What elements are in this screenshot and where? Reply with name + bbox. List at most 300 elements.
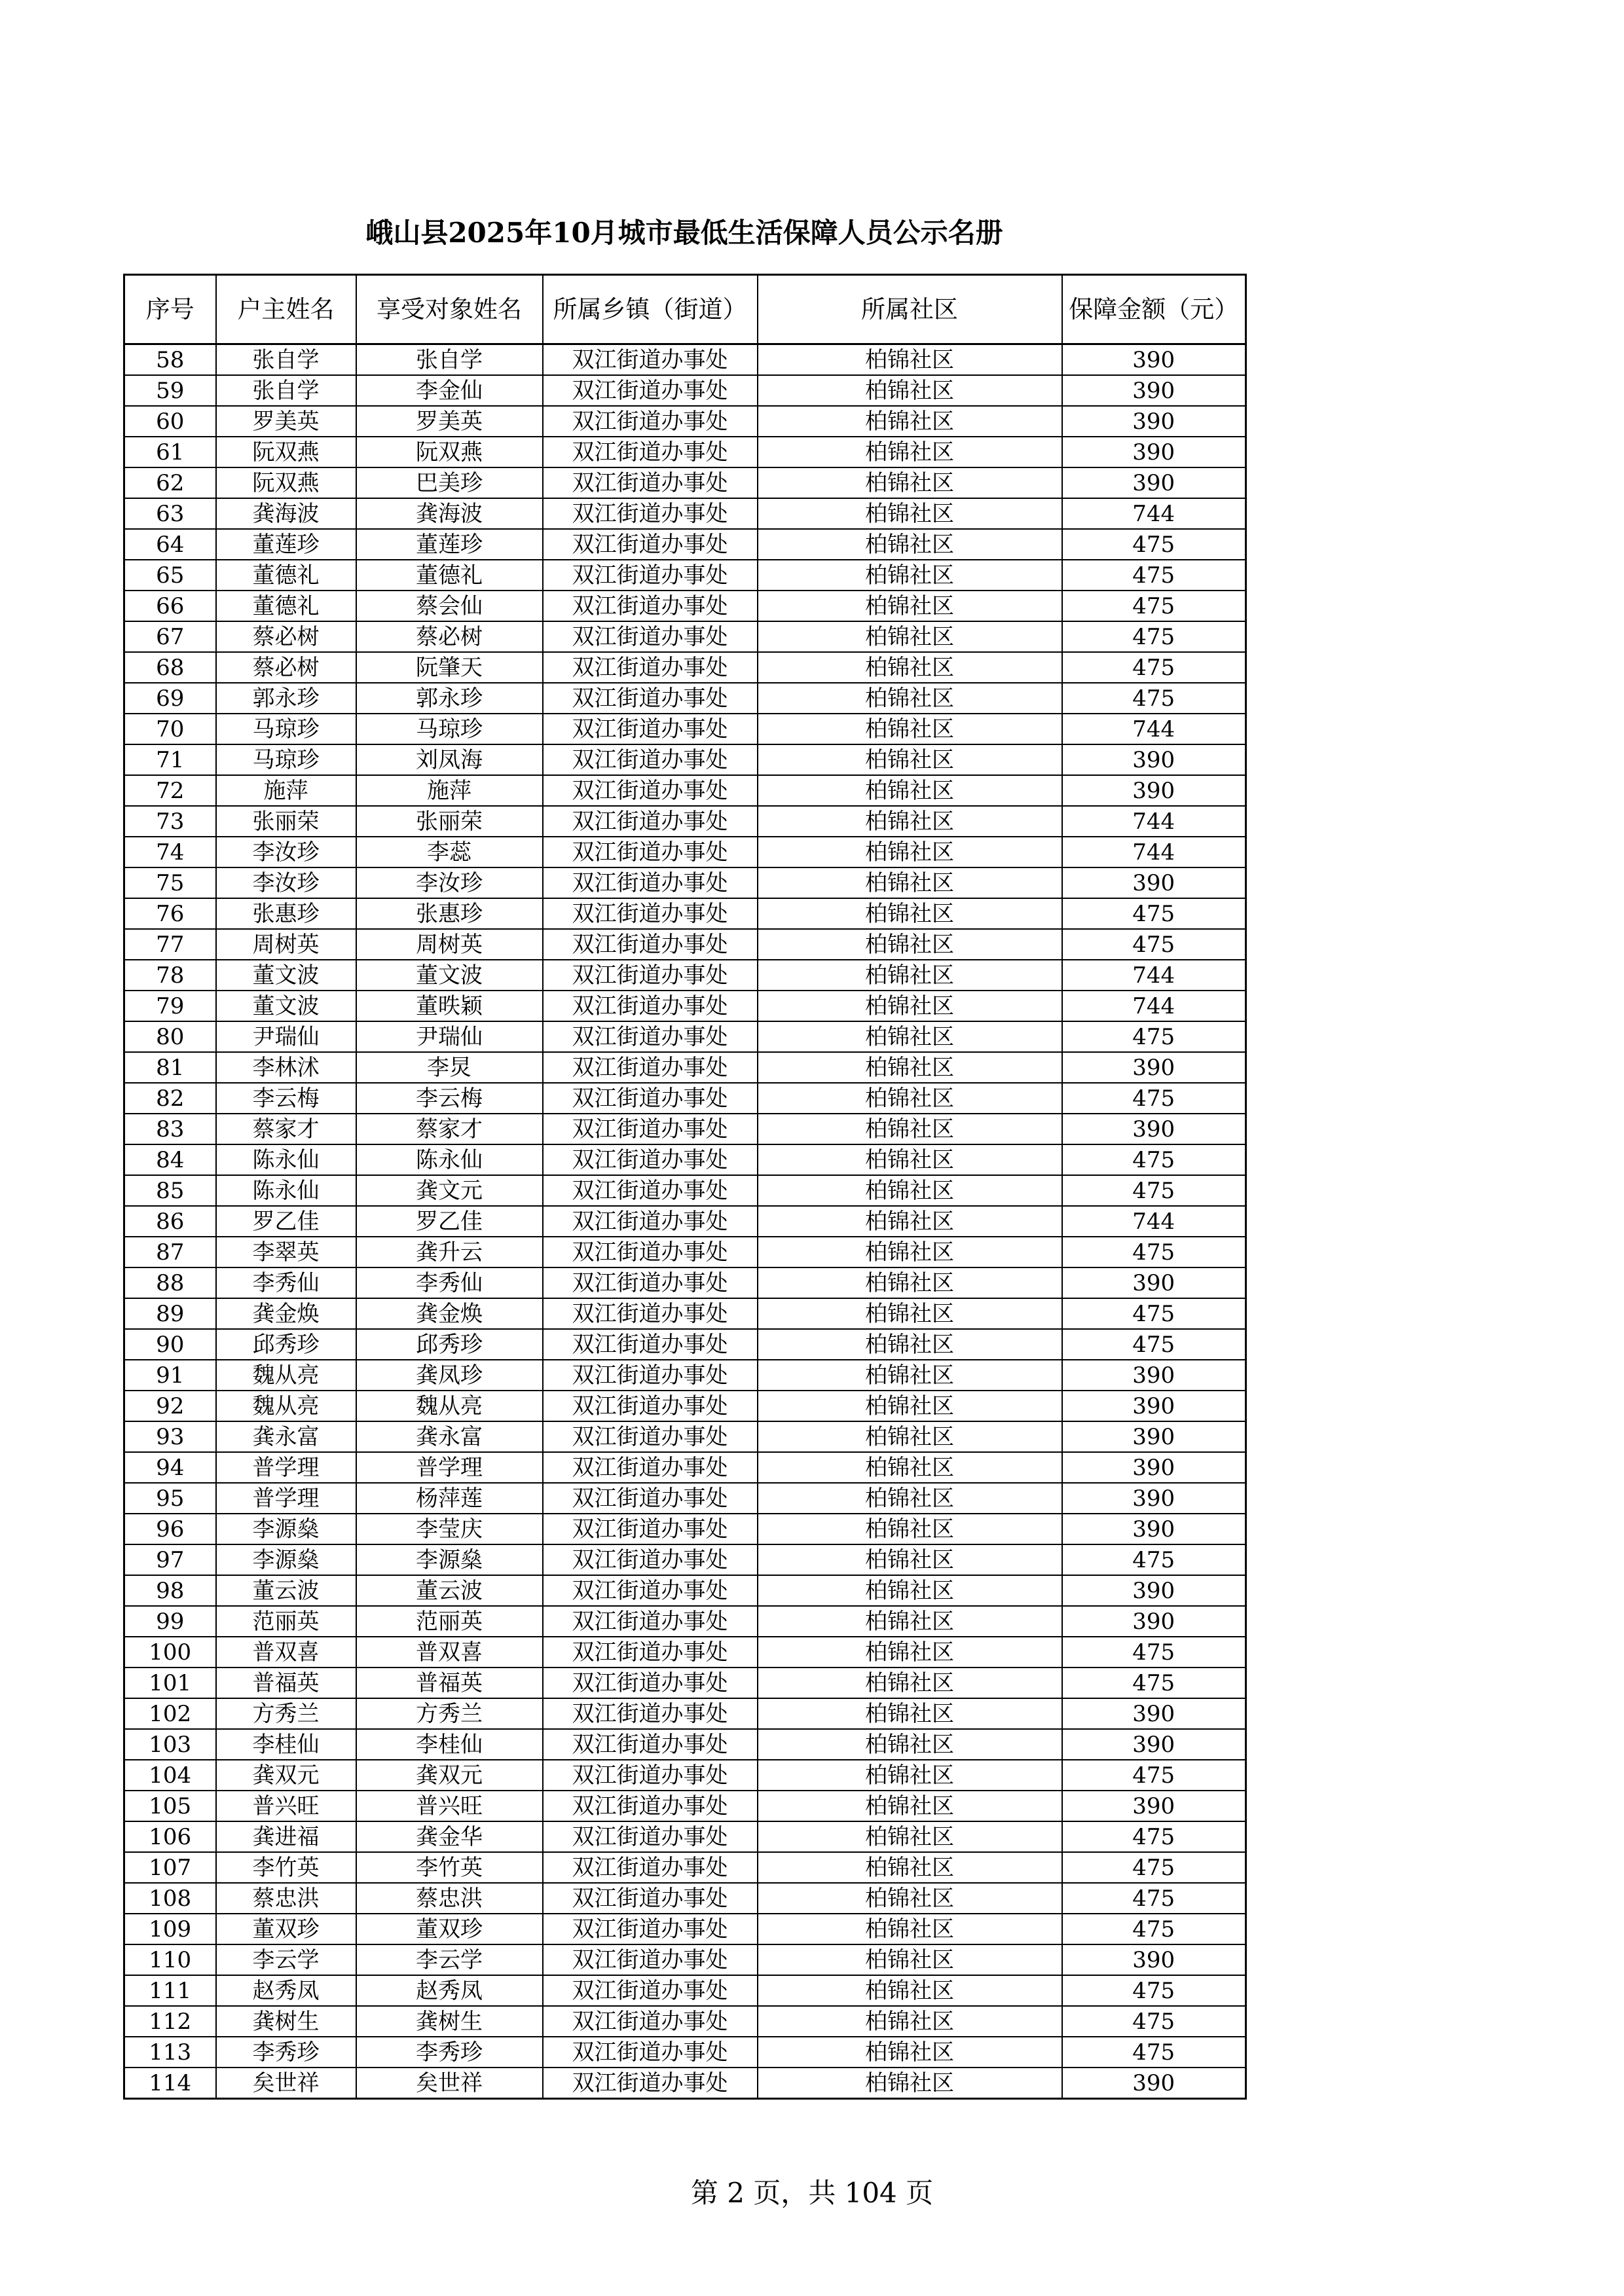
household-head-cell: 蔡家才	[216, 1114, 356, 1144]
amount-cell: 390	[1062, 375, 1246, 406]
table-row	[124, 1391, 1246, 1421]
serial-number-cell: 101	[124, 1667, 216, 1698]
household-head-cell: 董德礼	[216, 560, 356, 591]
serial-number-cell: 96	[124, 1514, 216, 1544]
household-head-cell: 张丽荣	[216, 806, 356, 837]
table-row	[124, 1914, 1246, 1944]
township-cell: 双江街道办事处	[543, 1575, 758, 1606]
table-row	[124, 1021, 1246, 1052]
beneficiary-name-cell: 蔡必树	[356, 621, 543, 652]
beneficiary-name-cell: 蔡会仙	[356, 591, 543, 621]
community-cell: 柏锦社区	[758, 652, 1062, 683]
township-cell: 双江街道办事处	[543, 437, 758, 467]
community-cell: 柏锦社区	[758, 406, 1062, 437]
beneficiary-name-cell: 普福英	[356, 1667, 543, 1698]
beneficiary-name-cell: 矣世祥	[356, 2068, 543, 2099]
table-row	[124, 1729, 1246, 1760]
serial-number-cell: 63	[124, 498, 216, 529]
header-beneficiary-name: 享受对象姓名	[356, 275, 543, 344]
table-row	[124, 2068, 1246, 2099]
beneficiary-name-cell: 李云学	[356, 1944, 543, 1975]
community-cell: 柏锦社区	[758, 1083, 1062, 1114]
beneficiary-name-cell: 李炅	[356, 1052, 543, 1083]
table-row	[124, 1667, 1246, 1698]
household-head-cell: 李源燊	[216, 1544, 356, 1575]
amount-cell: 390	[1062, 406, 1246, 437]
table-row	[124, 683, 1246, 714]
beneficiary-name-cell: 尹瑞仙	[356, 1021, 543, 1052]
amount-cell: 390	[1062, 1483, 1246, 1514]
township-cell: 双江街道办事处	[543, 529, 758, 560]
household-head-cell: 李桂仙	[216, 1729, 356, 1760]
table-row	[124, 929, 1246, 960]
community-cell: 柏锦社区	[758, 1883, 1062, 1914]
table-row	[124, 867, 1246, 898]
beneficiary-name-cell: 蔡家才	[356, 1114, 543, 1144]
amount-cell: 475	[1062, 1144, 1246, 1175]
household-head-cell: 董双珍	[216, 1914, 356, 1944]
beneficiary-name-cell: 邱秀珍	[356, 1329, 543, 1360]
table-row	[124, 1360, 1246, 1391]
household-head-cell: 罗乙佳	[216, 1206, 356, 1237]
serial-number-cell: 107	[124, 1852, 216, 1883]
table-row	[124, 2006, 1246, 2037]
serial-number-cell: 102	[124, 1698, 216, 1729]
township-cell: 双江街道办事处	[543, 714, 758, 744]
amount-cell: 390	[1062, 1452, 1246, 1483]
serial-number-cell: 60	[124, 406, 216, 437]
table-row	[124, 1267, 1246, 1298]
household-head-cell: 普双喜	[216, 1637, 356, 1667]
header-community: 所属社区	[758, 275, 1062, 344]
household-head-cell: 普学理	[216, 1452, 356, 1483]
beneficiary-name-cell: 李秀珍	[356, 2037, 543, 2068]
township-cell: 双江街道办事处	[543, 467, 758, 498]
community-cell: 柏锦社区	[758, 2068, 1062, 2099]
table-row	[124, 1698, 1246, 1729]
beneficiary-name-cell: 蔡忠洪	[356, 1883, 543, 1914]
beneficiary-name-cell: 董昳颖	[356, 991, 543, 1021]
community-cell: 柏锦社区	[758, 498, 1062, 529]
serial-number-cell: 90	[124, 1329, 216, 1360]
beneficiary-name-cell: 董莲珍	[356, 529, 543, 560]
household-head-cell: 张自学	[216, 344, 356, 376]
header-township: 所属乡镇（街道）	[543, 275, 758, 344]
township-cell: 双江街道办事处	[543, 2068, 758, 2099]
serial-number-cell: 73	[124, 806, 216, 837]
household-head-cell: 龚树生	[216, 2006, 356, 2037]
township-cell: 双江街道办事处	[543, 652, 758, 683]
community-cell: 柏锦社区	[758, 1729, 1062, 1760]
table-row	[124, 437, 1246, 467]
township-cell: 双江街道办事处	[543, 1237, 758, 1267]
table-row	[124, 1144, 1246, 1175]
beneficiary-name-cell: 赵秀凤	[356, 1975, 543, 2006]
community-cell: 柏锦社区	[758, 1175, 1062, 1206]
household-head-cell: 李林沭	[216, 1052, 356, 1083]
amount-cell: 390	[1062, 1575, 1246, 1606]
serial-number-cell: 110	[124, 1944, 216, 1975]
serial-number-cell: 61	[124, 437, 216, 467]
community-cell: 柏锦社区	[758, 960, 1062, 991]
township-cell: 双江街道办事处	[543, 837, 758, 867]
table-row	[124, 498, 1246, 529]
beneficiary-name-cell: 龚金焕	[356, 1298, 543, 1329]
amount-cell: 475	[1062, 1821, 1246, 1852]
township-cell: 双江街道办事处	[543, 1452, 758, 1483]
table-row	[124, 1791, 1246, 1821]
community-cell: 柏锦社区	[758, 1391, 1062, 1421]
serial-number-cell: 64	[124, 529, 216, 560]
township-cell: 双江街道办事处	[543, 929, 758, 960]
community-cell: 柏锦社区	[758, 1667, 1062, 1698]
community-cell: 柏锦社区	[758, 529, 1062, 560]
table-row	[124, 1421, 1246, 1452]
amount-cell: 475	[1062, 1083, 1246, 1114]
township-cell: 双江街道办事处	[543, 1698, 758, 1729]
serial-number-cell: 78	[124, 960, 216, 991]
household-head-cell: 矣世祥	[216, 2068, 356, 2099]
township-cell: 双江街道办事处	[543, 591, 758, 621]
table-row	[124, 837, 1246, 867]
amount-cell: 744	[1062, 498, 1246, 529]
township-cell: 双江街道办事处	[543, 1391, 758, 1421]
table-row	[124, 1944, 1246, 1975]
community-cell: 柏锦社区	[758, 1914, 1062, 1944]
community-cell: 柏锦社区	[758, 683, 1062, 714]
household-head-cell: 普兴旺	[216, 1791, 356, 1821]
amount-cell: 475	[1062, 929, 1246, 960]
serial-number-cell: 59	[124, 375, 216, 406]
amount-cell: 390	[1062, 1391, 1246, 1421]
township-cell: 双江街道办事处	[543, 898, 758, 929]
serial-number-cell: 108	[124, 1883, 216, 1914]
table-row	[124, 1975, 1246, 2006]
beneficiary-name-cell: 龚树生	[356, 2006, 543, 2037]
amount-cell: 744	[1062, 991, 1246, 1021]
amount-cell: 390	[1062, 1052, 1246, 1083]
table-row	[124, 591, 1246, 621]
township-cell: 双江街道办事处	[543, 1637, 758, 1667]
table-row	[124, 1760, 1246, 1791]
table-row	[124, 1114, 1246, 1144]
amount-cell: 475	[1062, 1637, 1246, 1667]
household-head-cell: 普福英	[216, 1667, 356, 1698]
community-cell: 柏锦社区	[758, 867, 1062, 898]
community-cell: 柏锦社区	[758, 2006, 1062, 2037]
township-cell: 双江街道办事处	[543, 1944, 758, 1975]
household-head-cell: 张惠珍	[216, 898, 356, 929]
table-row	[124, 806, 1246, 837]
table-row	[124, 344, 1246, 376]
table-row	[124, 1052, 1246, 1083]
township-cell: 双江街道办事处	[543, 1298, 758, 1329]
township-cell: 双江街道办事处	[543, 683, 758, 714]
beneficiary-name-cell: 罗美英	[356, 406, 543, 437]
community-cell: 柏锦社区	[758, 344, 1062, 376]
serial-number-cell: 113	[124, 2037, 216, 2068]
community-cell: 柏锦社区	[758, 1452, 1062, 1483]
table-body	[124, 344, 1246, 2099]
serial-number-cell: 109	[124, 1914, 216, 1944]
serial-number-cell: 81	[124, 1052, 216, 1083]
amount-cell: 475	[1062, 2006, 1246, 2037]
community-cell: 柏锦社区	[758, 1421, 1062, 1452]
beneficiary-name-cell: 普学理	[356, 1452, 543, 1483]
amount-cell: 475	[1062, 2037, 1246, 2068]
table-row	[124, 1637, 1246, 1667]
township-cell: 双江街道办事处	[543, 991, 758, 1021]
township-cell: 双江街道办事处	[543, 1514, 758, 1544]
serial-number-cell: 89	[124, 1298, 216, 1329]
amount-cell: 390	[1062, 437, 1246, 467]
beneficiary-name-cell: 龚永富	[356, 1421, 543, 1452]
beneficiary-name-cell: 范丽英	[356, 1606, 543, 1637]
beneficiary-name-cell: 董文波	[356, 960, 543, 991]
township-cell: 双江街道办事处	[543, 344, 758, 376]
amount-cell: 744	[1062, 806, 1246, 837]
household-head-cell: 罗美英	[216, 406, 356, 437]
serial-number-cell: 84	[124, 1144, 216, 1175]
beneficiary-name-cell: 李云梅	[356, 1083, 543, 1114]
amount-cell: 475	[1062, 652, 1246, 683]
household-head-cell: 赵秀凤	[216, 1975, 356, 2006]
amount-cell: 390	[1062, 775, 1246, 806]
township-cell: 双江街道办事处	[543, 1206, 758, 1237]
table-row	[124, 1237, 1246, 1267]
header-row	[124, 275, 1246, 344]
serial-number-cell: 86	[124, 1206, 216, 1237]
serial-number-cell: 82	[124, 1083, 216, 1114]
serial-number-cell: 112	[124, 2006, 216, 2037]
table-row	[124, 1452, 1246, 1483]
amount-cell: 475	[1062, 683, 1246, 714]
community-cell: 柏锦社区	[758, 1329, 1062, 1360]
household-head-cell: 陈永仙	[216, 1144, 356, 1175]
township-cell: 双江街道办事处	[543, 621, 758, 652]
table-row	[124, 1206, 1246, 1237]
township-cell: 双江街道办事处	[543, 1606, 758, 1637]
household-head-cell: 范丽英	[216, 1606, 356, 1637]
household-head-cell: 马琼珍	[216, 714, 356, 744]
serial-number-cell: 62	[124, 467, 216, 498]
table-row	[124, 406, 1246, 437]
community-cell: 柏锦社区	[758, 806, 1062, 837]
household-head-cell: 普学理	[216, 1483, 356, 1514]
household-head-cell: 李云学	[216, 1944, 356, 1975]
serial-number-cell: 97	[124, 1544, 216, 1575]
community-cell: 柏锦社区	[758, 1114, 1062, 1144]
community-cell: 柏锦社区	[758, 591, 1062, 621]
household-head-cell: 李翠英	[216, 1237, 356, 1267]
table-row	[124, 1821, 1246, 1852]
serial-number-cell: 79	[124, 991, 216, 1021]
beneficiary-name-cell: 刘凤海	[356, 744, 543, 775]
serial-number-cell: 99	[124, 1606, 216, 1637]
header-amount: 保障金额（元）	[1062, 275, 1246, 344]
township-cell: 双江街道办事处	[543, 775, 758, 806]
amount-cell: 744	[1062, 837, 1246, 867]
beneficiary-name-cell: 方秀兰	[356, 1698, 543, 1729]
community-cell: 柏锦社区	[758, 1267, 1062, 1298]
table-row	[124, 898, 1246, 929]
beneficiary-name-cell: 郭永珍	[356, 683, 543, 714]
township-cell: 双江街道办事处	[543, 1360, 758, 1391]
household-head-cell: 魏从亮	[216, 1360, 356, 1391]
serial-number-cell: 58	[124, 344, 216, 376]
amount-cell: 475	[1062, 529, 1246, 560]
community-cell: 柏锦社区	[758, 1021, 1062, 1052]
township-cell: 双江街道办事处	[543, 1175, 758, 1206]
township-cell: 双江街道办事处	[543, 1667, 758, 1698]
beneficiary-table	[123, 274, 1247, 2100]
household-head-cell: 蔡忠洪	[216, 1883, 356, 1914]
household-head-cell: 张自学	[216, 375, 356, 406]
serial-number-cell: 69	[124, 683, 216, 714]
household-head-cell: 龚海波	[216, 498, 356, 529]
amount-cell: 475	[1062, 1544, 1246, 1575]
beneficiary-name-cell: 魏从亮	[356, 1391, 543, 1421]
serial-number-cell: 72	[124, 775, 216, 806]
beneficiary-name-cell: 普双喜	[356, 1637, 543, 1667]
table-header	[124, 275, 1246, 344]
serial-number-cell: 88	[124, 1267, 216, 1298]
amount-cell: 475	[1062, 1237, 1246, 1267]
township-cell: 双江街道办事处	[543, 1329, 758, 1360]
serial-number-cell: 65	[124, 560, 216, 591]
beneficiary-name-cell: 周树英	[356, 929, 543, 960]
household-head-cell: 董文波	[216, 960, 356, 991]
amount-cell: 390	[1062, 1944, 1246, 1975]
serial-number-cell: 83	[124, 1114, 216, 1144]
community-cell: 柏锦社区	[758, 1575, 1062, 1606]
amount-cell: 475	[1062, 1914, 1246, 1944]
community-cell: 柏锦社区	[758, 1606, 1062, 1637]
beneficiary-name-cell: 陈永仙	[356, 1144, 543, 1175]
serial-number-cell: 87	[124, 1237, 216, 1267]
beneficiary-name-cell: 施萍	[356, 775, 543, 806]
header-household-head: 户主姓名	[216, 275, 356, 344]
township-cell: 双江街道办事处	[543, 744, 758, 775]
household-head-cell: 蔡必树	[216, 621, 356, 652]
header-serial-number: 序号	[124, 275, 216, 344]
amount-cell: 390	[1062, 1114, 1246, 1144]
household-head-cell: 李云梅	[216, 1083, 356, 1114]
household-head-cell: 魏从亮	[216, 1391, 356, 1421]
township-cell: 双江街道办事处	[543, 560, 758, 591]
table-row	[124, 1329, 1246, 1360]
community-cell: 柏锦社区	[758, 1298, 1062, 1329]
household-head-cell: 龚双元	[216, 1760, 356, 1791]
community-cell: 柏锦社区	[758, 1514, 1062, 1544]
community-cell: 柏锦社区	[758, 467, 1062, 498]
household-head-cell: 李源燊	[216, 1514, 356, 1544]
amount-cell: 475	[1062, 1852, 1246, 1883]
table-row	[124, 1606, 1246, 1637]
amount-cell: 475	[1062, 1975, 1246, 2006]
community-cell: 柏锦社区	[758, 1483, 1062, 1514]
household-head-cell: 龚进福	[216, 1821, 356, 1852]
beneficiary-name-cell: 李桂仙	[356, 1729, 543, 1760]
community-cell: 柏锦社区	[758, 775, 1062, 806]
amount-cell: 390	[1062, 867, 1246, 898]
community-cell: 柏锦社区	[758, 560, 1062, 591]
serial-number-cell: 70	[124, 714, 216, 744]
amount-cell: 390	[1062, 1698, 1246, 1729]
beneficiary-name-cell: 张自学	[356, 344, 543, 376]
table-row	[124, 991, 1246, 1021]
table-row	[124, 1175, 1246, 1206]
beneficiary-name-cell: 杨萍莲	[356, 1483, 543, 1514]
beneficiary-name-cell: 李汝珍	[356, 867, 543, 898]
community-cell: 柏锦社区	[758, 621, 1062, 652]
township-cell: 双江街道办事处	[543, 1821, 758, 1852]
amount-cell: 744	[1062, 1206, 1246, 1237]
table-row	[124, 775, 1246, 806]
amount-cell: 744	[1062, 714, 1246, 744]
household-head-cell: 李秀珍	[216, 2037, 356, 2068]
community-cell: 柏锦社区	[758, 1360, 1062, 1391]
household-head-cell: 方秀兰	[216, 1698, 356, 1729]
township-cell: 双江街道办事处	[543, 2006, 758, 2037]
beneficiary-name-cell: 龚双元	[356, 1760, 543, 1791]
serial-number-cell: 106	[124, 1821, 216, 1852]
amount-cell: 390	[1062, 1606, 1246, 1637]
amount-cell: 390	[1062, 1421, 1246, 1452]
household-head-cell: 陈永仙	[216, 1175, 356, 1206]
page-footer: 第 2 页，共 104 页	[690, 2177, 934, 2209]
township-cell: 双江街道办事处	[543, 1760, 758, 1791]
household-head-cell: 龚金焕	[216, 1298, 356, 1329]
household-head-cell: 马琼珍	[216, 744, 356, 775]
serial-number-cell: 80	[124, 1021, 216, 1052]
beneficiary-name-cell: 普兴旺	[356, 1791, 543, 1821]
township-cell: 双江街道办事处	[543, 1144, 758, 1175]
township-cell: 双江街道办事处	[543, 1791, 758, 1821]
beneficiary-name-cell: 李竹英	[356, 1852, 543, 1883]
township-cell: 双江街道办事处	[543, 806, 758, 837]
amount-cell: 390	[1062, 2068, 1246, 2099]
amount-cell: 744	[1062, 960, 1246, 991]
table-row	[124, 621, 1246, 652]
township-cell: 双江街道办事处	[543, 867, 758, 898]
township-cell: 双江街道办事处	[543, 406, 758, 437]
table-row	[124, 1883, 1246, 1914]
household-head-cell: 尹瑞仙	[216, 1021, 356, 1052]
beneficiary-name-cell: 马琼珍	[356, 714, 543, 744]
community-cell: 柏锦社区	[758, 2037, 1062, 2068]
serial-number-cell: 66	[124, 591, 216, 621]
township-cell: 双江街道办事处	[543, 1483, 758, 1514]
amount-cell: 390	[1062, 1360, 1246, 1391]
township-cell: 双江街道办事处	[543, 1729, 758, 1760]
township-cell: 双江街道办事处	[543, 2037, 758, 2068]
community-cell: 柏锦社区	[758, 1637, 1062, 1667]
township-cell: 双江街道办事处	[543, 498, 758, 529]
amount-cell: 475	[1062, 621, 1246, 652]
beneficiary-name-cell: 罗乙佳	[356, 1206, 543, 1237]
beneficiary-name-cell: 龚文元	[356, 1175, 543, 1206]
table-row	[124, 1298, 1246, 1329]
amount-cell: 475	[1062, 1021, 1246, 1052]
beneficiary-name-cell: 李蕊	[356, 837, 543, 867]
community-cell: 柏锦社区	[758, 714, 1062, 744]
table-row	[124, 529, 1246, 560]
beneficiary-name-cell: 阮肇天	[356, 652, 543, 683]
table-row	[124, 1083, 1246, 1114]
beneficiary-name-cell: 龚海波	[356, 498, 543, 529]
beneficiary-name-cell: 张惠珍	[356, 898, 543, 929]
